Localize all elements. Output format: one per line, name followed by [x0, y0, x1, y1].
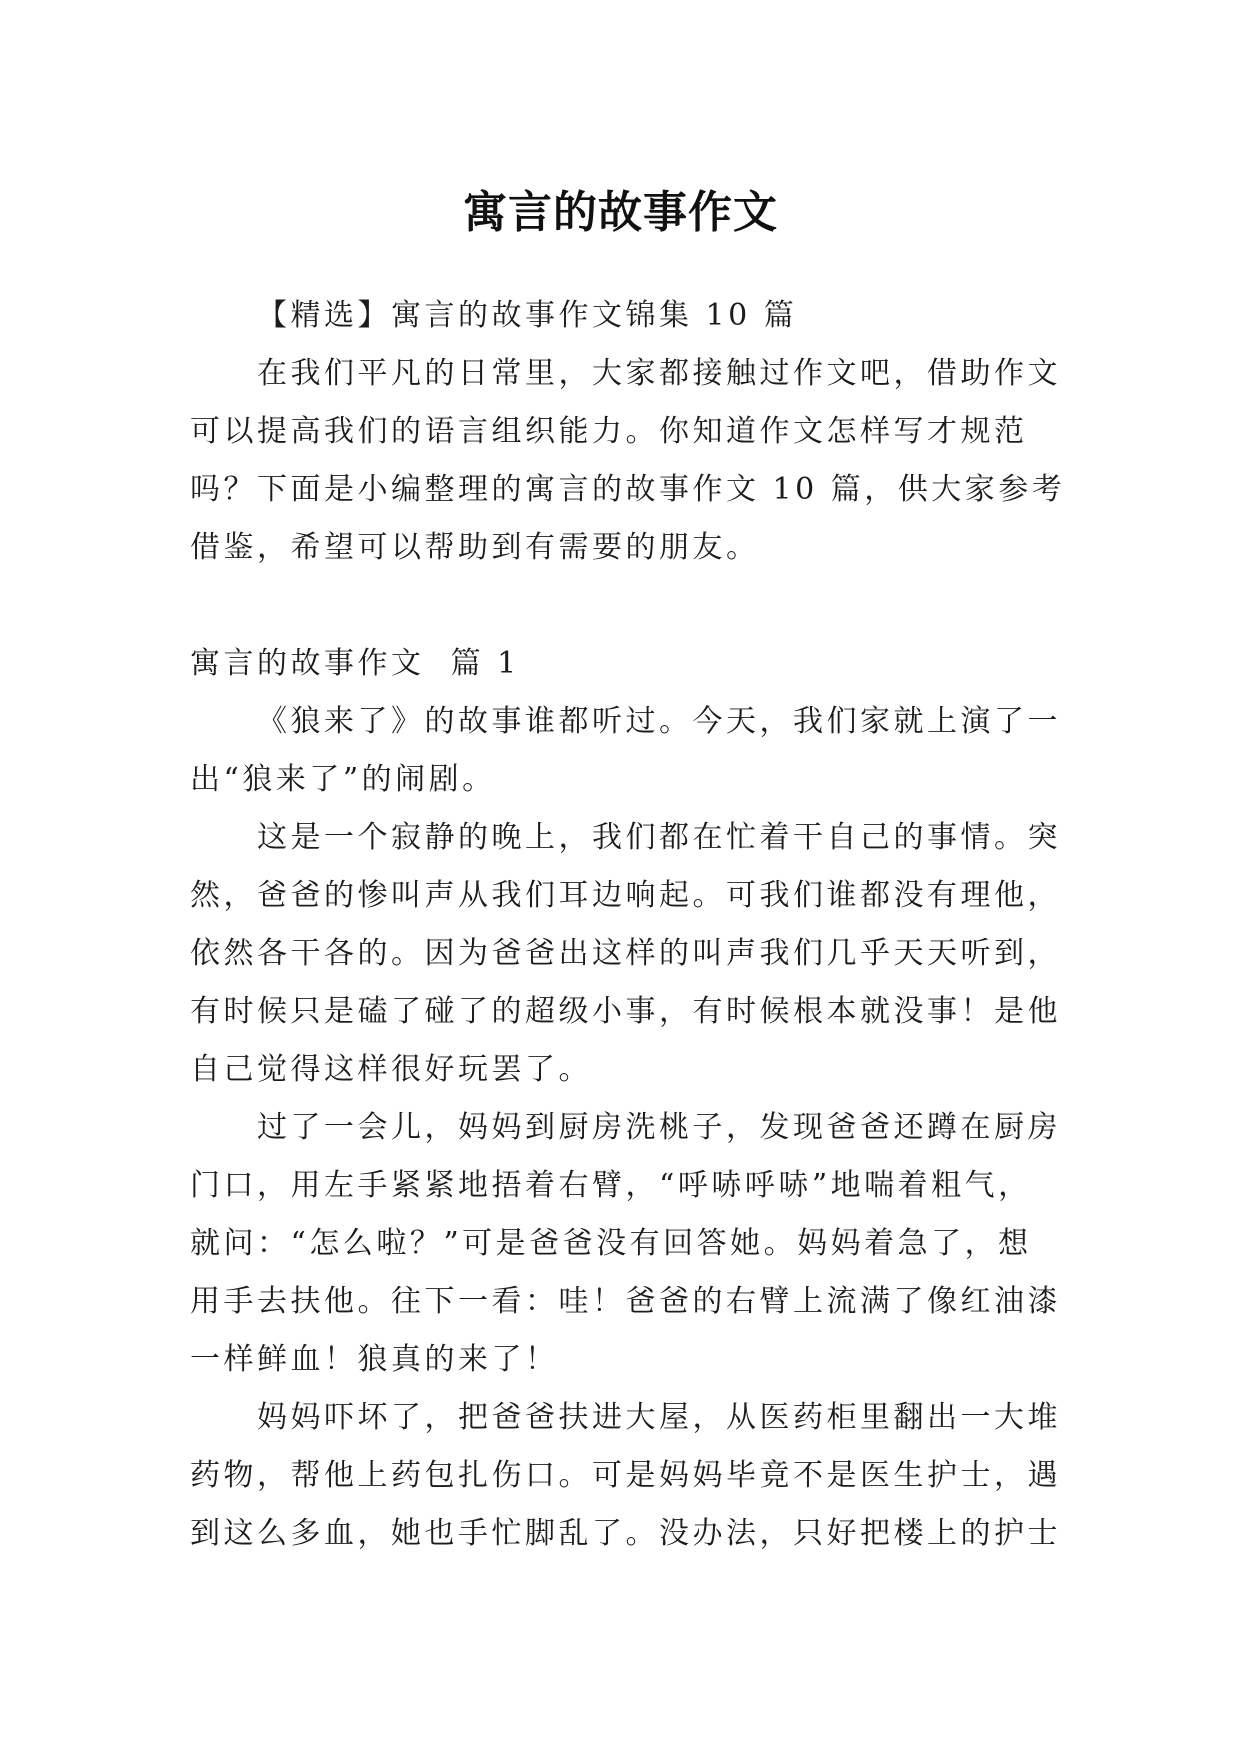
text-line: 然，爸爸的惨叫声从我们耳边响起。可我们谁都没有理他， — [190, 878, 1061, 913]
article-heading: 寓言的故事作文 篇 1 — [190, 646, 520, 681]
paragraph — [190, 1389, 1090, 1563]
text-line: 借鉴，希望可以帮助到有需要的朋友。 — [190, 530, 760, 565]
text-line: 出“狼来了”的闹剧。 — [190, 762, 496, 797]
text-line: 吗？下面是小编整理的寓言的故事作文 10 篇，供大家参考 — [190, 472, 1066, 507]
text-line: 一样鲜血！狼真的来了！ — [190, 1342, 559, 1377]
text-line: 自己觉得这样很好玩罢了。 — [190, 1052, 592, 1087]
paragraph — [190, 693, 1090, 809]
paragraph — [190, 1099, 1090, 1389]
text-line: 这是一个寂静的晚上，我们都在忙着干自己的事情。突 — [257, 820, 1061, 855]
document-body — [190, 287, 1090, 1563]
paragraph — [190, 809, 1090, 1099]
text-line: 《狼来了》的故事谁都听过。今天，我们家就上演了一 — [257, 704, 1061, 739]
text-line: 可以提高我们的语言组织能力。你知道作文怎样写才规范 — [190, 414, 1028, 449]
text-line: 依然各干各的。因为爸爸出这样的叫声我们几乎天天听到， — [190, 936, 1061, 971]
text-line: 妈妈吓坏了，把爸爸扶进大屋，从医药柜里翻出一大堆 — [257, 1400, 1061, 1435]
text-line: 药物，帮他上药包扎伤口。可是妈妈毕竟不是医生护士，遇 — [190, 1458, 1061, 1493]
intro-section — [190, 287, 1090, 577]
article-section — [190, 635, 1090, 1563]
text-line: 在我们平凡的日常里，大家都接触过作文吧，借助作文 — [257, 356, 1061, 391]
text-line: 有时候只是磕了碰了的超级小事，有时候根本就没事！是他 — [190, 994, 1061, 1029]
text-line: 就问：“怎么啦？”可是爸爸没有回答她。妈妈着急了，想 — [190, 1226, 1032, 1261]
text-line: 过了一会儿，妈妈到厨房洗桃子，发现爸爸还蹲在厨房 — [257, 1110, 1061, 1145]
document-title: 寓言的故事作文 — [463, 187, 778, 239]
text-line: 用手去扶他。往下一看：哇！爸爸的右臂上流满了像红油漆 — [190, 1284, 1061, 1319]
text-line: 门口，用左手紧紧地捂着右臂，“呼哧呼哧”地喘着粗气， — [190, 1168, 1032, 1203]
text-line: 到这么多血，她也手忙脚乱了。没办法，只好把楼上的护士 — [190, 1516, 1061, 1551]
blank-line — [190, 577, 1090, 635]
intro-heading: 【精选】寓言的故事作文锦集 10 篇 — [257, 298, 798, 333]
intro-paragraph — [190, 345, 1090, 577]
